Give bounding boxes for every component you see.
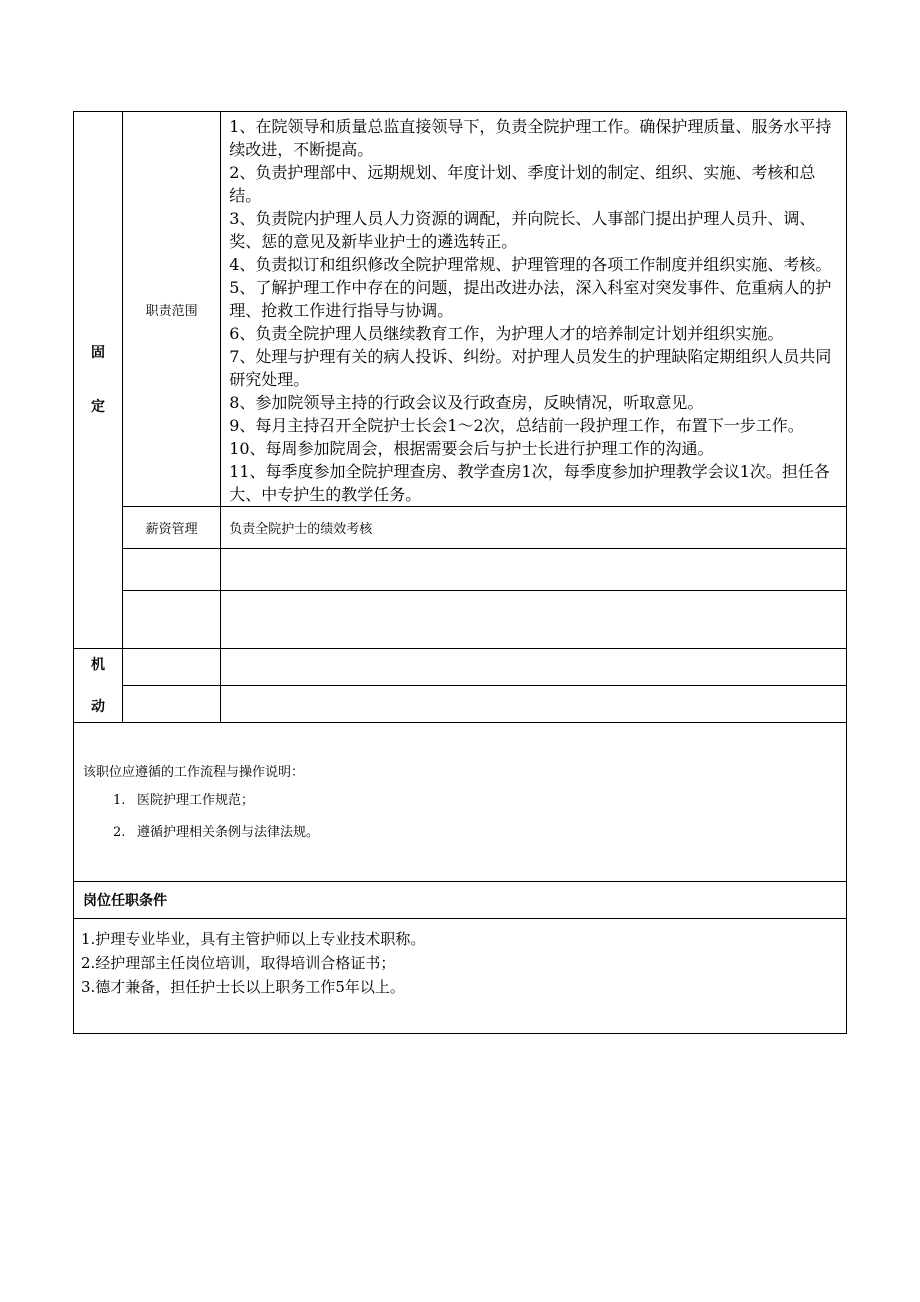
duties-row <box>74 112 847 507</box>
duties-label: 职责范围 <box>123 112 221 507</box>
fixed-label-char-1: 固 <box>91 345 106 361</box>
duty-item: 9、每月主持召开全院护士长会1～2次，总结前一段护理工作，布置下一步工作。 <box>229 416 804 435</box>
workflow-section <box>74 723 847 882</box>
requirement-item: 1.护理专业毕业，具有主管护师以上专业技术职称。 <box>81 930 426 948</box>
requirements-header-row <box>74 882 847 919</box>
flexible-section-label <box>74 649 123 723</box>
workflow-row <box>74 723 847 882</box>
empty-row <box>74 591 847 649</box>
workflow-item <box>113 791 846 811</box>
workflow-item-number: 1. <box>113 793 126 808</box>
workflow-item-text: 医院护理工作规范； <box>137 793 255 808</box>
duty-item: 7、处理与护理有关的病人投诉、纠纷。对护理人员发生的护理缺陷定期组织人员共同研究处理。 <box>229 347 832 389</box>
flexible-row <box>74 686 847 723</box>
job-description-table <box>73 111 847 1034</box>
empty-cell <box>123 649 221 686</box>
duty-item: 4、负责拟订和组织修改全院护理常规、护理管理的各项工作制度并组织实施、考核。 <box>229 255 832 274</box>
empty-cell <box>123 686 221 723</box>
empty-cell <box>123 591 221 649</box>
empty-cell <box>221 591 847 649</box>
duty-item: 8、参加院领导主持的行政会议及行政查房，反映情况，听取意见。 <box>229 393 704 412</box>
duty-item: 6、负责全院护理人员继续教育工作，为护理人才的培养制定计划并组织实施。 <box>229 324 784 343</box>
duty-item: 3、负责院内护理人员人力资源的调配，并向院长、人事部门提出护理人员升、调、奖、惩的意见及新毕业护士的遴选转正。 <box>229 209 816 251</box>
empty-row <box>74 549 847 591</box>
duty-item: 11、每季度参加全院护理查房、教学查房1次，每季度参加护理教学会议1次。担任各大、中专护生的教学任务。 <box>229 462 830 504</box>
workflow-item-text: 遵循护理相关条例与法律法规。 <box>137 825 320 840</box>
empty-cell <box>221 649 847 686</box>
flexible-row <box>74 649 847 686</box>
salary-value: 负责全院护士的绩效考核 <box>221 507 847 549</box>
duty-item: 10、每周参加院周会，根据需要会后与护士长进行护理工作的沟通。 <box>229 439 714 458</box>
requirement-item: 2.经护理部主任岗位培训，取得培训合格证书； <box>81 954 396 972</box>
requirements-content <box>74 919 847 1034</box>
empty-cell <box>123 549 221 591</box>
salary-label: 薪资管理 <box>123 507 221 549</box>
empty-cell <box>221 686 847 723</box>
workflow-item-number: 2. <box>113 825 126 840</box>
duty-item: 5、了解护理工作中存在的问题，提出改进办法，深入科室对突发事件、危重病人的护理、抢救工作进行指导与协调。 <box>229 278 832 320</box>
fixed-label-char-2: 定 <box>91 399 106 415</box>
flexible-label-char-1: 机 <box>91 656 106 673</box>
workflow-item <box>113 823 846 843</box>
empty-cell <box>221 549 847 591</box>
salary-row <box>74 507 847 549</box>
fixed-section-label <box>74 112 123 649</box>
duty-item: 1、在院领导和质量总监直接领导下，负责全院护理工作。确保护理质量、服务水平持续改进，不断提高。 <box>229 117 832 159</box>
workflow-intro: 该职位应遵循的工作流程与操作说明： <box>83 765 305 780</box>
requirements-row <box>74 919 847 1034</box>
requirements-title: 岗位任职条件 <box>74 882 847 919</box>
flexible-label-char-2: 动 <box>91 698 106 715</box>
requirement-item: 3.德才兼备，担任护士长以上职务工作5年以上。 <box>81 978 405 996</box>
duties-content <box>221 112 847 507</box>
duty-item: 2、负责护理部中、远期规划、年度计划、季度计划的制定、组织、实施、考核和总结。 <box>229 163 816 205</box>
